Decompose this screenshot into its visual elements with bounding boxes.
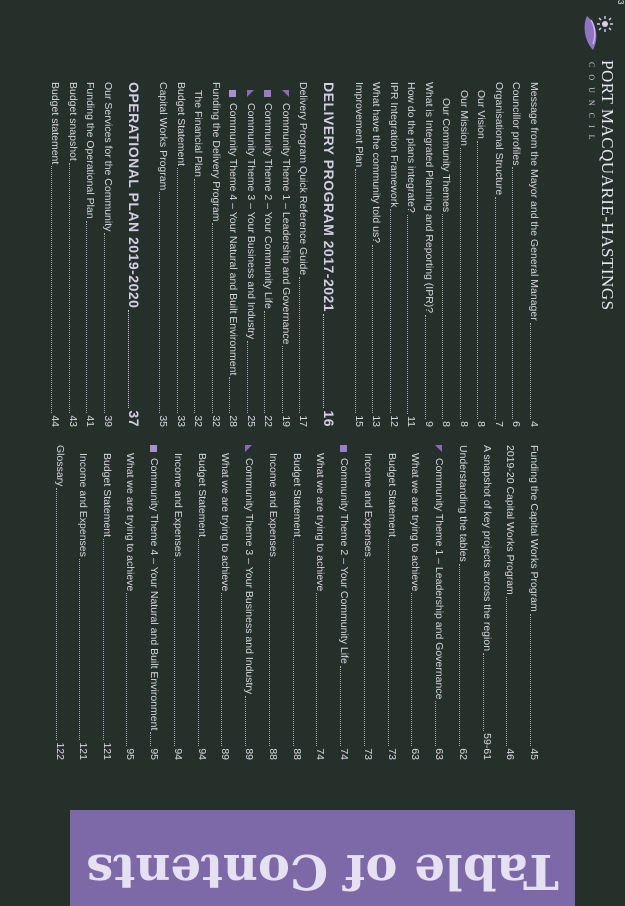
- toc-entry-page: 37: [126, 410, 142, 427]
- toc-entry-page: 95: [124, 748, 137, 760]
- toc-entry[interactable]: [510, 82, 524, 427]
- toc-entry-title: Capital Works Program: [157, 82, 170, 191]
- toc-entry-title: Community Theme 2 – Your Community Life: [338, 458, 350, 664]
- toc-entry[interactable]: [475, 82, 489, 427]
- toc-entry-title: How do the plans integrate?: [405, 82, 418, 213]
- theme-bullet-icon: [230, 90, 237, 97]
- toc-section-heading[interactable]: [321, 82, 339, 427]
- toc-entry[interactable]: [422, 82, 436, 427]
- dot-leader: [282, 346, 283, 413]
- toc-entry-page: 19: [280, 415, 292, 427]
- toc-entry-title: Budget Statement: [386, 453, 398, 538]
- toc-entry[interactable]: [53, 445, 67, 760]
- page-title-wrap: [70, 810, 575, 906]
- toc-entry-page: 88: [267, 748, 280, 760]
- toc-entry-title: What we are trying to achieve: [124, 453, 137, 592]
- toc-entry-title: Glossary: [54, 445, 66, 487]
- toc-entry-title: Councillor profiles: [510, 82, 523, 166]
- dot-leader: [160, 192, 161, 413]
- dot-leader: [245, 696, 246, 746]
- dot-leader: [340, 666, 341, 746]
- dot-leader: [390, 209, 391, 413]
- toc-entry-page: 94: [196, 748, 208, 760]
- toc-entry[interactable]: [174, 82, 188, 427]
- toc-entry-title: Income and Expenses: [172, 453, 185, 557]
- toc-entry-title: What is Integrated Planning and Reporting (IPR)?: [423, 82, 435, 314]
- toc-entry-title: Budget Statement: [101, 453, 113, 538]
- dot-leader: [195, 179, 196, 413]
- dot-leader: [324, 314, 325, 408]
- toc-entry[interactable]: [492, 82, 506, 427]
- toc-entry-page: 45: [528, 748, 540, 760]
- toc-entry-title: Income and Expenses: [362, 453, 375, 557]
- toc-entry[interactable]: [352, 82, 366, 427]
- toc-entry-page: 41: [84, 415, 97, 427]
- dot-leader: [530, 323, 531, 419]
- toc-entry-page: 73: [362, 748, 375, 760]
- toc-right-column: [0, 445, 625, 760]
- toc-entry-page: 122: [54, 742, 66, 760]
- toc-entry[interactable]: [279, 82, 293, 427]
- toc-entry[interactable]: [157, 82, 171, 427]
- toc-entry-page: 22: [262, 415, 275, 427]
- toc-entry-page: 7: [493, 421, 505, 427]
- dot-leader: [530, 614, 531, 747]
- dot-leader: [495, 197, 496, 419]
- dot-leader: [69, 163, 70, 414]
- toc-entry-page: 39: [102, 415, 114, 427]
- toc-entry-title: Budget Statement: [291, 453, 303, 538]
- toc-entry[interactable]: [147, 445, 161, 760]
- dot-leader: [388, 539, 389, 746]
- toc-entry-title: Community Theme 3 – Your Business and Industry: [243, 458, 255, 695]
- toc-entry-title: Income and Expenses: [77, 453, 90, 557]
- page-title: Table of Contents: [86, 843, 559, 899]
- toc-entry-title: What we are trying to achieve: [219, 453, 232, 592]
- dot-leader: [104, 233, 105, 413]
- toc-entry-page: 15: [353, 415, 365, 427]
- dot-leader: [128, 310, 129, 408]
- toc-entry-title: Budget Statement: [196, 453, 208, 538]
- toc-entry[interactable]: [385, 445, 399, 760]
- toc-entry[interactable]: [297, 82, 311, 427]
- toc-entry[interactable]: [362, 445, 376, 760]
- dot-leader: [507, 597, 508, 747]
- toc-entry[interactable]: [405, 82, 419, 427]
- toc-entry[interactable]: [370, 82, 384, 427]
- toc-entry-page: 94: [172, 748, 185, 760]
- dot-leader: [443, 214, 444, 419]
- dot-leader: [80, 559, 81, 741]
- toc-entry-page: 17: [297, 415, 310, 427]
- dot-leader: [265, 311, 266, 413]
- toc-entry-page: 95: [148, 748, 160, 760]
- toc-entry-page: 32: [210, 415, 222, 427]
- theme-bullet-icon: [435, 445, 442, 452]
- dot-leader: [222, 593, 223, 746]
- toc-entry-title: OPERATIONAL PLAN 2019-2020: [126, 82, 142, 309]
- toc-entry[interactable]: [242, 445, 256, 760]
- toc-entry[interactable]: [124, 445, 138, 760]
- toc-entry[interactable]: [195, 445, 209, 760]
- toc-entry-page: 62: [457, 748, 470, 760]
- toc-entry[interactable]: [66, 82, 80, 427]
- toc-entry-title: What have the community told us?: [370, 82, 383, 244]
- toc-entry[interactable]: [100, 445, 114, 760]
- theme-bullet-icon: [340, 445, 347, 452]
- toc-entry-title: What we are trying to achieve: [409, 453, 422, 592]
- toc-entry[interactable]: [314, 445, 328, 760]
- toc-entry-page: 46: [504, 748, 517, 760]
- dot-leader: [408, 215, 409, 414]
- dot-leader: [460, 148, 461, 419]
- toc-entry-page: 8: [440, 421, 453, 427]
- toc-entry-page: 8: [458, 421, 470, 427]
- toc-entry-page: 59-61: [481, 733, 493, 760]
- toc-entry-title: DELIVERY PROGRAM 2017-2021: [321, 82, 338, 313]
- toc-entry-title: Funding the Operational Plan: [84, 82, 97, 219]
- dot-leader: [177, 168, 178, 413]
- toc-entry-page: 8: [475, 421, 488, 427]
- toc-entry[interactable]: [337, 445, 351, 760]
- toc-entry-page: 35: [157, 415, 170, 427]
- toc-entry-title: Budget statement: [49, 82, 62, 165]
- dot-leader: [300, 277, 301, 413]
- toc-entry-title: Income and Expenses: [267, 453, 280, 557]
- toc-entry-title: IPR Integration Framework: [388, 82, 400, 208]
- dot-leader: [425, 315, 426, 419]
- toc-entry-page: 4: [528, 421, 540, 427]
- toc-entry[interactable]: [457, 445, 471, 760]
- toc-entry[interactable]: [267, 445, 281, 760]
- toc-entry-title: Community Theme 3 – Your Business and Industry: [245, 103, 257, 340]
- dot-leader: [230, 377, 231, 413]
- toc-entry-page: 121: [101, 742, 113, 760]
- toc-entry-title: Organisational Structure: [493, 82, 505, 196]
- dot-leader: [103, 539, 104, 740]
- toc-entry-title: Our Community Themes: [440, 98, 453, 213]
- toc-entry-page: 25: [245, 415, 257, 427]
- toc-entry-title: Our Mission: [458, 90, 470, 147]
- dot-leader: [150, 732, 151, 746]
- toc-entry-title: Our Services for the Community: [102, 82, 114, 232]
- toc-entry[interactable]: [504, 445, 518, 760]
- dot-leader: [513, 167, 514, 419]
- toc-entry-page: 74: [338, 748, 350, 760]
- logo-name: PORT MACQUARIE-HASTINGS: [598, 60, 617, 311]
- toc-entry-page: 121: [77, 742, 90, 760]
- dot-leader: [198, 539, 199, 746]
- toc-entry[interactable]: [527, 82, 541, 427]
- toc-entry[interactable]: [244, 82, 258, 427]
- logo-mark-icon: [581, 12, 615, 52]
- dot-leader: [52, 166, 53, 413]
- toc-entry-title: Understanding the tables: [457, 445, 470, 562]
- logo-subtitle: COUNCIL: [587, 62, 596, 147]
- dot-leader: [478, 141, 479, 419]
- toc-entry[interactable]: [227, 82, 241, 427]
- theme-bullet-icon: [245, 445, 252, 452]
- toc-entry[interactable]: [84, 82, 98, 427]
- dot-leader: [483, 653, 484, 731]
- toc-entry-title: Community Theme 4 – Your Natural and Built Environment: [227, 103, 240, 376]
- theme-bullet-icon: [265, 90, 272, 97]
- toc-entry[interactable]: [480, 445, 494, 760]
- toc-entry-page: 28: [227, 415, 240, 427]
- toc-entry-page: 89: [219, 748, 232, 760]
- dot-leader: [212, 223, 213, 413]
- dot-leader: [365, 559, 366, 746]
- toc-entry[interactable]: [457, 82, 471, 427]
- toc-entry-title: Community Theme 1 – Leadership and Governance: [433, 458, 445, 700]
- toc-entry[interactable]: [172, 445, 186, 760]
- dot-leader: [87, 221, 88, 414]
- theme-bullet-icon: [282, 90, 289, 97]
- dot-leader: [355, 169, 356, 413]
- toc-entry-title: Funding the Capital Works Program: [528, 445, 540, 612]
- toc-entry-title: Delivery Program Quick Reference Guide: [297, 82, 310, 276]
- toc-entry-page: 32: [192, 415, 205, 427]
- toc-entry-title: Improvement Plan: [353, 82, 365, 168]
- toc-entry[interactable]: [101, 82, 115, 427]
- toc-entry-title: Budget Statement: [175, 82, 187, 167]
- toc-entry-page: 6: [510, 421, 523, 427]
- toc-entry[interactable]: [192, 82, 206, 427]
- dot-leader: [247, 341, 248, 413]
- toc-entry-page: 63: [409, 748, 422, 760]
- dot-leader: [293, 539, 294, 746]
- theme-bullet-icon: [150, 445, 157, 452]
- toc-entry-title: Budget snapshot: [67, 82, 79, 161]
- toc-entry-title: 2019-20 Capital Works Program: [504, 445, 517, 595]
- toc-entry-page: 33: [175, 415, 187, 427]
- toc-entry-page: 44: [49, 415, 62, 427]
- dot-leader: [56, 488, 57, 740]
- toc-entry-page: 88: [291, 748, 303, 760]
- toc-entry[interactable]: [262, 82, 276, 427]
- toc-section-heading[interactable]: [125, 82, 143, 427]
- toc-entry-page: 43: [67, 415, 79, 427]
- toc-entry-title: Our Vision: [475, 90, 488, 139]
- dot-leader: [460, 564, 461, 747]
- toc-entry-page: 12: [388, 415, 400, 427]
- toc-entry-page: 16: [321, 410, 338, 427]
- toc-entry-page: 13: [370, 415, 383, 427]
- toc-entry-page: 74: [314, 748, 327, 760]
- toc-entry-page: 9: [423, 421, 435, 427]
- toc-entry-page: 63: [433, 748, 445, 760]
- toc-entry[interactable]: [440, 82, 454, 427]
- dot-leader: [270, 559, 271, 746]
- toc-entry[interactable]: [209, 82, 223, 427]
- theme-bullet-icon: [247, 90, 254, 97]
- toc-entry[interactable]: [290, 445, 304, 760]
- toc-entry-page: 89: [243, 748, 255, 760]
- dot-leader: [175, 559, 176, 746]
- toc-entry[interactable]: [77, 445, 91, 760]
- dot-leader: [317, 593, 318, 746]
- toc-entry-page: 11: [405, 416, 418, 427]
- toc-entry-title: What we are trying to achieve: [314, 453, 327, 592]
- dot-leader: [127, 593, 128, 746]
- toc-entry-title: Community Theme 1 – Leadership and Governance: [280, 103, 292, 345]
- dot-leader: [373, 245, 374, 413]
- toc-entry[interactable]: [409, 445, 423, 760]
- toc-entry[interactable]: [49, 82, 63, 427]
- toc-entry[interactable]: [387, 82, 401, 427]
- page-number: 3: [616, 0, 625, 5]
- toc-entry[interactable]: [219, 445, 233, 760]
- toc-entry-title: Message from the Mayor and the General Manager: [528, 82, 540, 321]
- dot-leader: [435, 701, 436, 746]
- toc-entry-title: Community Theme 4 – Your Natural and Built Environment: [148, 458, 160, 731]
- toc-entry-title: A snapshot of key projects across the region: [481, 445, 493, 652]
- toc-entry-title: The Financial Plan: [192, 90, 205, 177]
- toc-entry[interactable]: [432, 445, 446, 760]
- toc-left-column: [0, 82, 625, 427]
- dot-leader: [412, 593, 413, 746]
- toc-entry-page: 73: [386, 748, 398, 760]
- toc-entry-title: Funding the Delivery Program: [210, 82, 222, 222]
- toc-entry[interactable]: [527, 445, 541, 760]
- toc-entry-title: Community Theme 2 – Your Community Life: [262, 103, 275, 309]
